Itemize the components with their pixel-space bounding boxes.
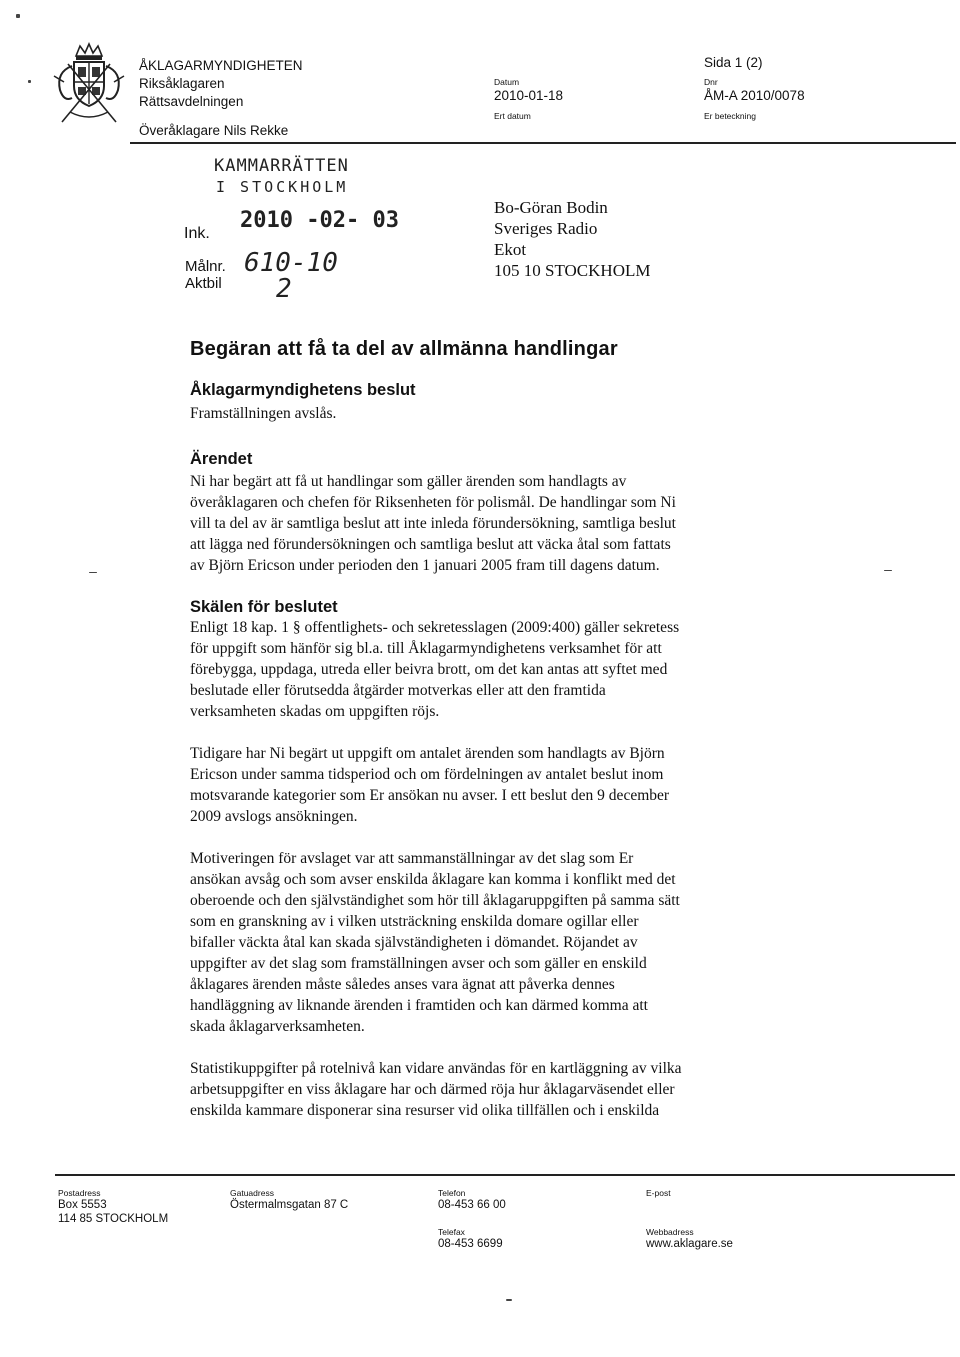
- decision-heading: Åklagarmyndighetens beslut: [190, 381, 416, 399]
- er-beteckning-label: Er beteckning: [704, 111, 756, 121]
- scan-speck: [16, 14, 20, 18]
- stamp-aktbil: 2: [276, 274, 292, 304]
- stamp-court: KAMMARRÄTTEN: [214, 156, 349, 176]
- stamp-malnr: 610-10: [244, 248, 338, 278]
- telefon-label: Telefon: [438, 1188, 466, 1198]
- scan-speck: [28, 80, 31, 83]
- dnr-value: ÅM-A 2010/0078: [704, 88, 805, 103]
- stamp-city: I STOCKHOLM: [216, 178, 349, 196]
- document-title: Begäran att få ta del av allmänna handlingar: [190, 338, 618, 360]
- stamp-ink-date: 2010 -02- 03: [240, 208, 399, 233]
- recipient-organisation: Sveriges Radio: [494, 219, 598, 238]
- date-label: Datum: [494, 77, 520, 87]
- postadress-box: Box 5553: [58, 1199, 107, 1211]
- epost-label: E-post: [646, 1188, 671, 1198]
- stamp-aktbil-label: Aktbil: [185, 275, 222, 292]
- recipient-postal: 105 10 STOCKHOLM: [494, 261, 651, 280]
- document-date: 2010-01-18: [494, 88, 564, 103]
- scan-speck: [506, 1299, 512, 1301]
- postadress-city: 114 85 STOCKHOLM: [58, 1213, 169, 1225]
- webbadress-label: Webbadress: [646, 1227, 694, 1237]
- recipient-name: Bo-Göran Bodin: [494, 198, 608, 217]
- org-name: ÅKLAGARMYNDIGHETEN: [139, 58, 303, 73]
- recipient-department: Ekot: [494, 240, 527, 259]
- telefax-label: Telefax: [438, 1227, 465, 1237]
- stamp-ink-label: Ink.: [184, 225, 210, 242]
- skalen-heading: Skälen för beslutet: [190, 598, 338, 616]
- stamp-malnr-label: Målnr.: [185, 258, 226, 275]
- scan-speck: [89, 572, 97, 573]
- skalen-paragraph-2: Tidigare har Ni begärt ut uppgift om antalet ärenden som handlagts av Björn Ericson under samma tidsperiod och om fördelningen av antalet beslut inom motsvarande kategorier som Er ansökan nu avser. I ett beslut den 9 december 2009 avslogs ansökningen.: [190, 745, 670, 825]
- org-department: Rättsavdelningen: [139, 94, 244, 109]
- arendet-paragraph: Ni har begärt att få ut handlingar som gäller ärenden som handlagts av överåklagaren och chefen för Riksenheten för polismål. De handlingar som Ni vill ta del av är samtliga beslut att inte inleda förundersökning, samtliga beslut att lägga ned förundersökningen och samtliga beslut att väcka åtal som fattats av Björn Ericson under perioden den 1 januari 2005 fram till dagens datum.: [190, 473, 676, 574]
- crest-logo: [50, 42, 128, 130]
- ert-datum-label: Ert datum: [494, 111, 531, 121]
- telefax-value: 08-453 6699: [438, 1238, 503, 1250]
- arendet-heading: Ärendet: [190, 450, 253, 468]
- footer-rule: [55, 1174, 955, 1176]
- scan-speck: [884, 570, 892, 571]
- gatuadress-value: Östermalmsgatan 87 C: [230, 1199, 349, 1211]
- telefon-value: 08-453 66 00: [438, 1199, 506, 1211]
- org-division: Riksåklagaren: [139, 76, 225, 91]
- decision-text: Framställningen avslås.: [190, 405, 337, 422]
- gatuadress-label: Gatuadress: [230, 1188, 274, 1198]
- skalen-paragraph-1: Enligt 18 kap. 1 § offentlighets- och sekretesslagen (2009:400) gäller sekretess för uppgift som hänför sig bl.a. till Åklagarmyndighetens verksamhet för att förebygga, uppdaga, utreda eller beivra brott, om det kan antas att syftet med beslutade eller förutsedda åtgärder motverkas eller att den framtida verksamheten skadas om uppgiften röjs.: [190, 619, 680, 720]
- dnr-label: Dnr: [704, 77, 718, 87]
- header-rule: [130, 142, 956, 144]
- page-number: Sida 1 (2): [704, 55, 763, 70]
- skalen-paragraph-4: Statistikuppgifter på rotelnivå kan vidare användas för en kartläggning av vilka arbetsuppgifter en viss åklagare har och därmed röja hur åklagarväsendet eller enskilda kammare disponerar sina resurser vid olika tillfällen och i enskilda: [190, 1060, 682, 1119]
- official-name: Överåklagare Nils Rekke: [139, 123, 289, 138]
- webbadress-link[interactable]: www.aklagare.se: [646, 1238, 733, 1250]
- skalen-paragraph-3: Motiveringen för avslaget var att sammanställningar av det slag som Er ansökan avsåg och som avser enskilda åklagare kan komma i konflikt med det oberoende och den självständighet som hör till åklagaruppgiften på samma sätt som en granskning av i vilken utsträckning enskilda domare ogillar eller bifaller väckta åtal kan skada självständigheten i dömandet. Röjandet av uppgifter av det slag som framställningen avser och som gäller en enskild åklagares ärenden måste således anses vara ägnat att påverka dennes handläggning av liknande ärenden i framtiden och kan därmed komma att skada åklagarverksamheten.: [190, 850, 680, 1035]
- postadress-label: Postadress: [58, 1188, 101, 1198]
